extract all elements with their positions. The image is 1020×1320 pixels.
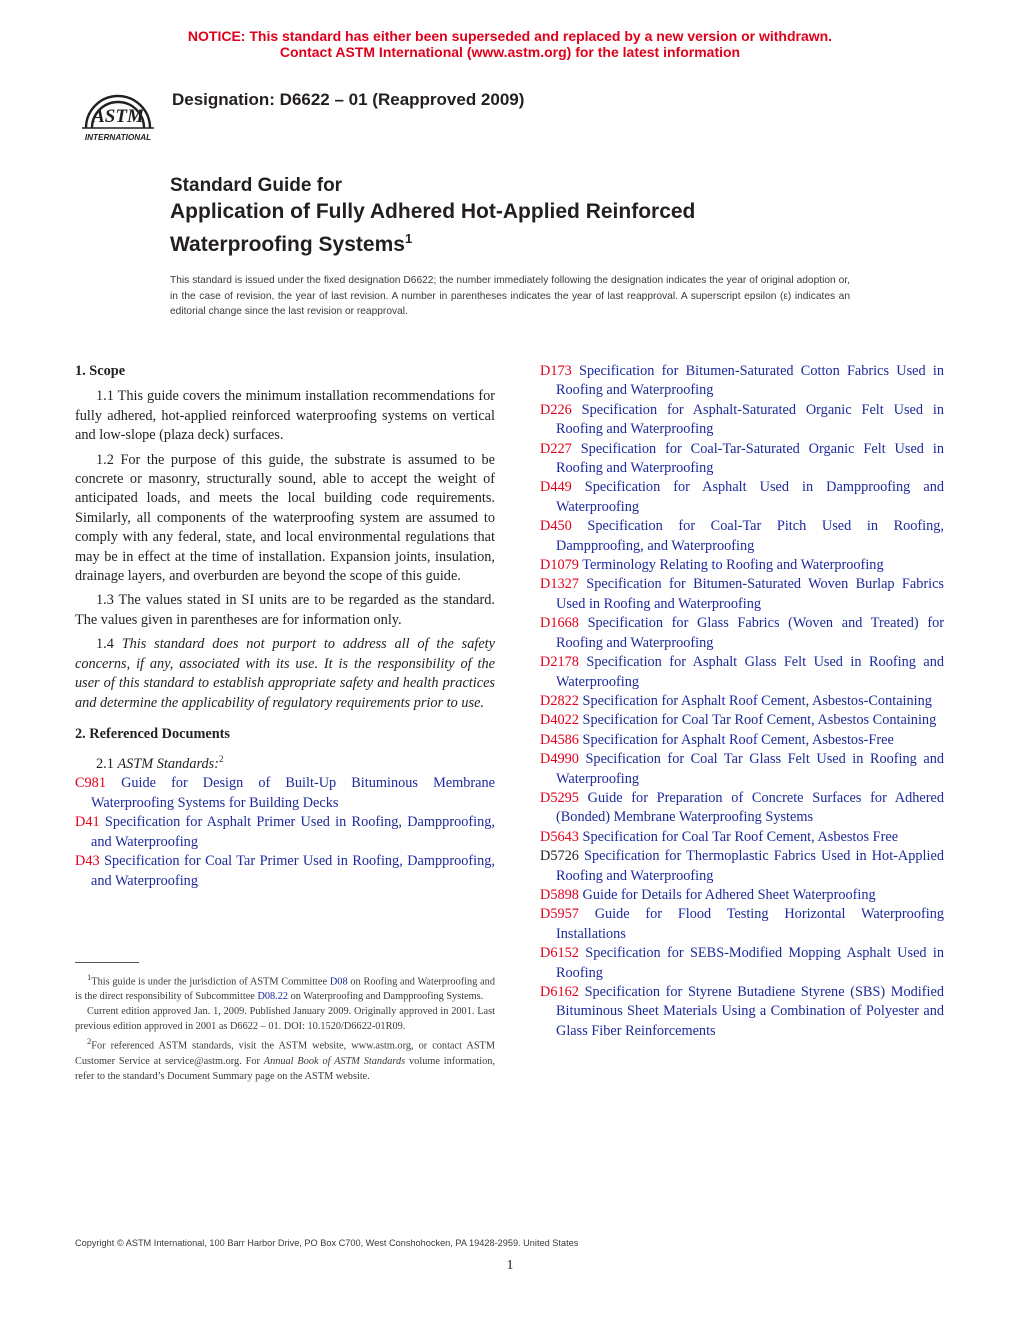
section-1-3: 1.3 The values stated in SI units are to be regarded as the standard. The values given in parentheses are for information only.	[75, 592, 495, 628]
reference-code-link[interactable]: D226	[540, 401, 572, 418]
reference-title-link[interactable]: Specification for SEBS-Modified Mopping Asphalt Used in Roofing	[556, 945, 944, 981]
footnote-1-text-c: on Waterproofing and Dampproofing Systems.	[288, 991, 484, 1003]
reference-code-link[interactable]: D4586	[540, 731, 579, 748]
footnote-2-italic: Annual Book of ASTM Standards	[263, 1055, 406, 1067]
logo-text: ASTM	[92, 106, 144, 127]
reference-item	[540, 983, 944, 1041]
footnote-1-text-a: This guide is under the jurisdiction of ASTM Committee	[91, 976, 330, 988]
reference-item	[540, 731, 944, 750]
reference-code-link[interactable]: C981	[75, 775, 106, 792]
reference-title-link[interactable]: Terminology Relating to Roofing and Waterproofing	[582, 557, 884, 574]
designation: Designation: D6622 – 01 (Reapproved 2009)	[172, 90, 525, 109]
reference-item	[75, 774, 495, 813]
reference-title-link[interactable]: Specification for Asphalt Glass Felt Used in Roofing and Waterproofing	[556, 654, 944, 690]
document-title	[170, 174, 870, 258]
reference-title-link[interactable]: Specification for Coal Tar Primer Used in Roofing, Dampproofing, and Waterproofing	[91, 853, 495, 889]
reference-title-link[interactable]: Specification for Coal-Tar-Saturated Organic Felt Used in Roofing and Waterproofing	[556, 440, 944, 477]
withdrawal-notice	[0, 28, 1020, 60]
reference-item	[540, 575, 944, 614]
page-number: 1	[506, 1258, 514, 1273]
reference-title-link[interactable]: Guide for Preparation of Concrete Surfaces for Adhered (Bonded) Membrane Waterproofing Systems	[556, 789, 944, 826]
reference-title-link[interactable]: Specification for Bitumen-Saturated Woven Burlap Fabrics Used in Roofing and Waterproofing	[556, 576, 944, 612]
section-2-1	[75, 750, 495, 774]
reference-title-link[interactable]: Specification for Asphalt Primer Used in Roofing, Dampproofing, and Waterproofing	[91, 814, 495, 850]
section-1-4	[75, 635, 495, 713]
footnote-1-edition: Current edition approved Jan. 1, 2009. Published January 2009. Originally approved in 2001. Last previous edition approved in 2001 as D6622 – 01. DOI: 10.1520/D6622-01R09.	[75, 1006, 495, 1033]
reference-item	[75, 813, 495, 852]
reference-item	[540, 905, 944, 944]
reference-code-link[interactable]: D5957	[540, 906, 579, 923]
reference-title-link[interactable]: Guide for Details for Adhered Sheet Waterproofing	[582, 886, 876, 903]
reference-title-link[interactable]: Specification for Asphalt Used in Dampproofing and Waterproofing	[556, 479, 944, 515]
title-line-3-text: Waterproofing Systems	[170, 233, 405, 256]
reference-item	[540, 828, 944, 847]
reference-item	[75, 852, 495, 891]
reference-code-link[interactable]: D5295	[540, 789, 579, 806]
reference-title-link[interactable]: Specification for Coal Tar Glass Felt Used in Roofing and Waterproofing	[556, 751, 945, 787]
section-2-1-number: 2.1	[96, 756, 118, 773]
reference-title-link[interactable]: Specification for Asphalt Roof Cement, Asbestos-Free	[582, 731, 894, 748]
footnote-2-mark: 2	[87, 1036, 92, 1047]
reference-item	[540, 556, 944, 575]
reference-code-link[interactable]: D173	[540, 363, 572, 379]
reference-list-left	[75, 774, 495, 890]
reference-item	[540, 750, 944, 789]
reference-title-link[interactable]: Specification for Bitumen-Saturated Cotton Fabrics Used in Roofing and Waterproofing	[556, 363, 944, 399]
reference-item	[540, 847, 944, 886]
reference-code-link[interactable]: D1668	[540, 615, 579, 632]
footnote-2	[75, 1034, 495, 1083]
reference-code-link[interactable]: D6152	[540, 945, 579, 962]
reference-code-link[interactable]: D6162	[540, 984, 579, 1000]
reference-item	[540, 362, 944, 401]
reference-list-right	[540, 362, 944, 1041]
reference-item	[540, 478, 944, 517]
subcommittee-link[interactable]: D08.22	[257, 991, 289, 1003]
reference-code-link[interactable]: D449	[540, 479, 572, 496]
reference-code-link[interactable]: D1079	[540, 557, 579, 574]
footnote-2-text-a: For referenced ASTM standards, visit the ASTM website, www.astm.org, or contact ASTM Customer Service at service@astm.org. For	[75, 1040, 495, 1067]
section-1-4-text: This standard does not purport to address all of the safety concerns, if any, associated with its use. It is the responsibility of the user of this standard to establish appropriate safety and health practices and determine the applicability of regulatory requirements prior to use.	[75, 636, 495, 711]
section-2-1-label: ASTM Standards:	[117, 756, 219, 773]
reference-title-link[interactable]: Specification for Thermoplastic Fabrics Used in Hot-Applied Roofing and Waterproofing	[556, 848, 944, 884]
reference-title-link[interactable]: Specification for Asphalt Roof Cement, Asbestos-Containing	[582, 692, 932, 709]
section-1-2: 1.2 For the purpose of this guide, the substrate is assumed to be concrete or masonry, structurally sound, able to accept the weight of anticipated loads, and meets the local building code requirements. Similarly, all components of the waterproofing system are assumed to comply with any federal, state, and local environmental regulations that may be in effect at the time of installation. Expansion joints, insulation, drainage layers, and overburden are beyond the scope of this guide.	[75, 451, 495, 585]
reference-item	[540, 517, 944, 556]
footnote-1-mark: 1	[87, 972, 92, 982]
section-2-1-footnote-mark[interactable]: 2	[219, 754, 224, 765]
footnote-divider	[75, 962, 139, 963]
reference-title-link[interactable]: Guide for Flood Testing Horizontal Waterproofing Installations	[556, 906, 944, 942]
reference-item	[540, 614, 944, 653]
reference-code-link[interactable]: D227	[540, 440, 572, 457]
footnotes	[75, 970, 495, 1084]
footnote-1-text-b: on Roofing and Waterproofing and is the direct responsibility of Subcommittee	[75, 976, 495, 1003]
reference-item	[540, 440, 944, 479]
section-2-heading: 2. Referenced Documents	[75, 725, 230, 742]
copyright-line: Copyright © ASTM International, 100 Barr Harbor Drive, PO Box C700, West Conshohocken, PA 19428-2959. United States	[75, 1238, 579, 1248]
reference-code-link[interactable]: D5726	[540, 848, 579, 865]
reference-code-link[interactable]: D4022	[540, 712, 579, 729]
reference-item	[540, 711, 944, 730]
reference-item	[540, 789, 944, 828]
reference-title-link[interactable]: Specification for Glass Fabrics (Woven and Treated) for Roofing and Waterproofing	[556, 615, 944, 651]
left-column	[75, 362, 495, 891]
committee-link[interactable]: D08	[329, 976, 348, 988]
reference-title-link[interactable]: Specification for Coal-Tar Pitch Used in Roofing, Dampproofing, and Waterproofing	[556, 518, 945, 554]
reference-item	[540, 401, 944, 440]
reference-title-link[interactable]: Specification for Asphalt-Saturated Organic Felt Used in Roofing and Waterproofing	[556, 401, 945, 438]
footnote-2-text-b: volume information, refer to the standard’s Document Summary page on the ASTM website.	[75, 1055, 495, 1082]
reference-code-link[interactable]: D41	[75, 814, 100, 831]
reference-code-link[interactable]: D4990	[540, 751, 579, 768]
astm-logo	[76, 78, 160, 144]
section-1-heading: 1. Scope	[75, 363, 126, 379]
reference-item	[540, 944, 944, 983]
reference-code-link[interactable]: D2822	[540, 692, 579, 709]
reference-title-link[interactable]: Specification for Coal Tar Roof Cement, Asbestos Free	[582, 828, 899, 845]
reference-code-link[interactable]: D5643	[540, 828, 579, 845]
reference-code-link[interactable]: D450	[540, 518, 572, 535]
logo-subtitle: INTERNATIONAL	[84, 133, 152, 142]
reference-title-link[interactable]: Specification for Coal Tar Roof Cement, Asbestos Containing	[582, 712, 937, 729]
section-1-4-number: 1.4	[96, 636, 122, 653]
title-footnote-mark[interactable]: 1	[404, 231, 413, 246]
notice-line-2: Contact ASTM International (www.astm.org) for the latest information	[279, 44, 741, 60]
footnote-1	[75, 970, 495, 1004]
reference-title-link[interactable]: Specification for Styrene Butadiene Styrene (SBS) Modified Bituminous Sheet Materials Using a Combination of Polyester and Glass Fiber Reinforcements	[556, 984, 945, 1039]
title-line-1: Standard Guide for	[170, 175, 343, 196]
reference-code-link[interactable]: D2178	[540, 654, 579, 671]
reference-code-link[interactable]: D43	[75, 853, 100, 870]
reference-item	[540, 886, 944, 905]
title-line-3	[170, 225, 870, 258]
issuance-note: This standard is issued under the fixed designation D6622; the number immediately following the designation indicates the year of original adoption or, in the case of revision, the year of last revision. A number in parentheses indicates the year of last reapproval. A superscript epsilon (ε) indicates an editorial change since the last revision or reapproval.	[170, 275, 850, 317]
section-1-1: 1.1 This guide covers the minimum installation recommendations for fully adhered, hot-applied reinforced waterproofing systems on vertical and low-slope (plaza deck) surfaces.	[75, 388, 495, 444]
reference-item	[540, 692, 944, 711]
reference-item	[540, 653, 944, 692]
right-column	[540, 362, 944, 1041]
reference-title-link[interactable]: Guide for Design of Built-Up Bituminous Membrane Waterproofing Systems for Building Decks	[91, 775, 495, 811]
title-line-2: Application of Fully Adhered Hot-Applied Reinforced	[170, 200, 696, 223]
reference-code-link[interactable]: D5898	[540, 886, 579, 903]
notice-line-1: NOTICE: This standard has either been superseded and replaced by a new version or withdrawn.	[187, 28, 833, 44]
reference-code-link[interactable]: D1327	[540, 576, 579, 593]
